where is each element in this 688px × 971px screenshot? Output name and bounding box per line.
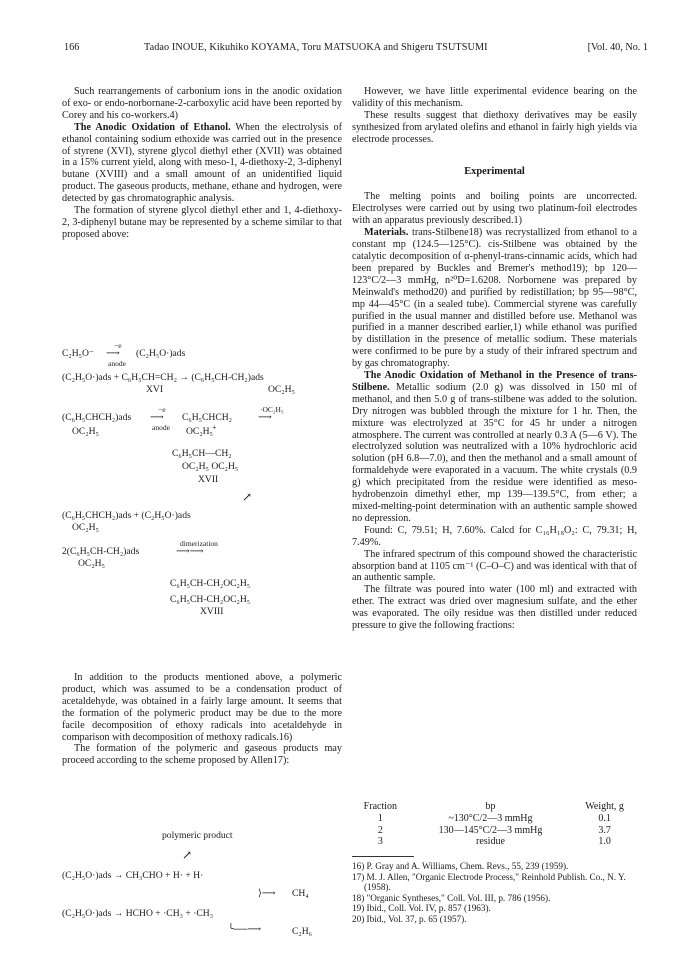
paragraph-heading: The Anodic Oxidation of Methanol in the Presence of trans-Stilbene.: [352, 370, 637, 393]
compound-label: XVI: [146, 384, 164, 395]
paragraph: The formation of the polymeric and gaseous products may proceed according to the scheme proposed by Allen17):: [62, 743, 342, 767]
scheme-product: polymeric product: [162, 830, 233, 841]
paragraph: The filtrate was poured into water (100 ml) and extracted with ether. The extract was dried over magnesium sulfate, and the ether was evaporated. The oily residue was then distilled under reduced pressure to give the following fractions:: [352, 584, 637, 632]
scheme-product: C₆H₅CH-CH₂OC₂H₅: [170, 594, 251, 605]
right-column: [352, 86, 637, 632]
section-heading: Experimental: [464, 165, 525, 177]
table-header: Fraction: [363, 801, 397, 812]
table-cell: 3: [377, 836, 383, 847]
paragraph: The infrared spectrum of this compound showed the characteristic absorption band at 1105 cm⁻¹ (C–O–C) and was identical with that of an authentic sample.: [352, 548, 637, 584]
left-column-middle: [62, 672, 342, 767]
table-cell: 0.1: [598, 813, 611, 824]
scheme-equation: (C₂H₅O·)ads → CH₃CHO + H· + H·: [62, 870, 204, 881]
scheme-reactant: 2(C₆H₅CH-CH₂)ads: [62, 546, 140, 557]
scheme-product: C₂H₆: [292, 926, 313, 937]
table-cell: 1.0: [598, 836, 611, 847]
paragraph: Such rearrangements of carbonium ions in the anodic oxidation of exo- or endo-norbornane-2-carboxylic acid have been reported by Corey and his co-workers.4): [62, 86, 342, 121]
reaction-scheme-1: [62, 340, 342, 617]
table-row: [352, 825, 637, 837]
plus-sign: +: [212, 423, 217, 432]
paragraph: [352, 370, 637, 525]
paragraph: [352, 227, 637, 370]
paragraph-body: trans-Stilbene18) was recrystallized from ethanol to a constant mp (124.5—125°C). cis-Stilbene was obtained by the catalytic decomposition of α-phenyl-trans-cinnamic acids, which had been prepared by Buckles and Bremer's method19); bp 120—123°C/2—3 mmHg, n²⁰D=1.6208. Norbornene was prepared by Meinwald's method20) and purified by redistillation; bp 95—98°C, mp 44—45°C (in a sealed tube). Commercial styrene was carefully purified in the usual manner and distilled before use. Methanol was purified in a manner described earlier,1) while ethanol was purified by distillation in the presence of metallic sodium. These materials were confirmed to be pure by a study of their infrared spectrum and by gas chromatography.: [352, 227, 637, 370]
table-cell: 1: [377, 813, 383, 824]
arrow-label: −e: [158, 405, 166, 414]
paragraph-body: When the electrolysis of ethanol containing sodium ethoxide was carried out in the presence of styrene (XVI), styrene glycol diethyl ether (XVII) was obtained in a 15% current yield, along with meso-1, 4-diethoxy-2, 3-diphenyl butane (XVIII) and a small amount of an unidentified liquid product. The gaseous products, methane, ethane and hydrogen, were detected by gas chromatographic analysis.: [62, 121, 342, 205]
arrow-icon: ╰──⟶: [228, 924, 262, 935]
substituent: OC₂H₅: [268, 384, 295, 395]
arrow-label: dimerization: [180, 539, 218, 548]
footnote: 18) "Organic Syntheses," Coll. Vol. III, p. 786 (1956).: [352, 892, 551, 903]
substituent: OC₂H₅: [72, 426, 99, 437]
header-volume: [Vol. 40, No. 1: [587, 42, 648, 53]
paragraph: These results suggest that diethoxy derivatives may be easily synthesized from arylated olefins and ethanol in fairly high yields via electrode processes.: [352, 109, 637, 145]
scheme-reactant: C₂H₅O⁻: [62, 348, 95, 359]
arrow-label: anode: [108, 359, 126, 368]
paragraph: The melting points and boiling points are uncorrected. Electrolyses were carried out by using two platinum-foil electrodes with an apparatus previously described.1): [352, 191, 637, 227]
scheme-product: C₆H₅CHCH₂: [182, 412, 233, 423]
footnote: 20) Ibid., Vol. 37, p. 65 (1957).: [352, 913, 467, 924]
table-header: Weight, g: [585, 801, 624, 812]
page-number: 166: [64, 42, 80, 53]
arrow-icon: ⟶: [106, 348, 120, 359]
substituent: OC₂H₅: [72, 522, 99, 533]
arrow-icon: ⟶: [258, 412, 272, 423]
arrow-icon: ⟶: [150, 412, 164, 423]
footnote-divider: [352, 856, 414, 857]
table-row: [352, 836, 637, 848]
footnote: 19) Ibid., Coll. Vol. IV, p. 857 (1963).: [352, 903, 491, 914]
scheme-equation: (C₂H₅O·)ads → HCHO + ·CH₃ + ·CH₃: [62, 908, 214, 919]
header-authors: Tadao INOUE, Kikuhiko KOYAMA, Toru MATSUOKA and Shigeru TSUTSUMI: [144, 42, 488, 53]
arrow-label: −e: [114, 341, 122, 350]
compound-label: XVIII: [200, 606, 224, 617]
substituent: OC₂H₅: [78, 558, 105, 569]
scheme-product: C₆H₅CH-CH₂OC₂H₅: [170, 578, 251, 589]
table-cell: 2: [377, 824, 383, 836]
paragraph: Found: C, 79.51; H, 7.60%. Calcd for C₁₆H₁₈O₂: C, 79.31; H, 7.49%.: [352, 524, 637, 548]
paragraph-body: Metallic sodium (2.0 g) was dissolved in 150 ml of methanol, and then 5.0 g of trans-stilbene was added to the solution. Dry nitrogen was bubbled through the mixture for 1 hr. Then, the mixture was electrolyzed at 35°C for 45 hr under a nitrogen atmosphere. The current was controlled at nearly 0.3 A (5—6 V). The electrolyzed solution was neutralized with a 10% hydrochloric acid solution (pH 6.8—7.0), and then the methanol and a small amount of formaldehyde were evaporated in a vacuum. The white crystals (0.9 g) which precipitated from the residue were identified as meso-hydrobenzoin dimethyl ether, mp 139—139.5°C, from ether; a mixed-melting-point determination with an authentic sample showed no depression.: [352, 381, 637, 524]
paragraph: The formation of styrene glycol diethyl ether and 1, 4-diethoxy-2, 3-diphenyl butane may be represented by a scheme similar to that proposed above:: [62, 205, 342, 240]
arrow-icon: ⟶⟶: [176, 546, 204, 557]
compound-label: XVII: [198, 474, 219, 485]
running-header: [64, 42, 648, 56]
arrow-up-icon: ↗: [242, 490, 253, 504]
paragraph: In addition to the products mentioned above, a polymeric product, which was assumed to be a condensation product of acetaldehyde, was obtained in a fairly large amount. It seems that the formation of the polymeric product may be due to the more facile decomposition of ethoxy radicals into acetaldehyde in comparison with decomposition of methoxy radicals.16): [62, 672, 342, 743]
table-cell: 130—145°C/2—3 mmHg: [438, 824, 543, 836]
table-row: [352, 813, 637, 825]
footnote: 16) P. Gray and A. Williams, Chem. Revs., 55, 239 (1959).: [352, 861, 569, 871]
footnotes: [352, 856, 637, 925]
substituent: OC₂H₅: [186, 426, 213, 437]
table-cell: ~130°C/2—3 mmHg: [448, 813, 533, 824]
reaction-scheme-2: [62, 828, 342, 936]
scheme-product: CH₄: [292, 888, 309, 899]
arrow-icon: ⟩⟶: [258, 888, 276, 899]
paragraph-heading: The Anodic Oxidation of Ethanol.: [74, 121, 231, 133]
paragraph: [62, 122, 342, 205]
table-header: bp: [485, 801, 496, 812]
arrow-up-icon: ↗: [182, 848, 193, 862]
scheme-equation: (C₂H₅O·)ads + C₆H₅CH=CH₂ → (C₆H₅CH-CH₂)ads: [62, 372, 264, 383]
arrow-label: anode: [152, 423, 170, 432]
table-cell: residue: [476, 836, 505, 847]
table-cell: 3.7: [598, 824, 611, 836]
paragraph-heading: Materials.: [364, 227, 409, 239]
scheme-product: (C₂H₅O·)ads: [136, 348, 186, 359]
left-column-top: [62, 86, 342, 241]
footnote: 17) M. J. Allen, "Organic Electrode Process," Reinhold Publish. Co., N. Y. (1958).: [352, 871, 626, 893]
arrow-label: ·OC₂H₅: [260, 405, 284, 414]
substituent: OC₂H₅ OC₂H₅: [182, 461, 239, 472]
scheme-product: C₆H₅CH—CH₂: [172, 448, 232, 459]
scheme-equation: (C₆H₅CHCH₂)ads + (C₂H₅O·)ads: [62, 510, 191, 521]
fractions-table: [352, 800, 637, 848]
scheme-reactant: (C₆H₅CHCH₂)ads: [62, 412, 132, 423]
paragraph: However, we have little experimental evidence bearing on the validity of this mechanism.: [352, 86, 637, 109]
